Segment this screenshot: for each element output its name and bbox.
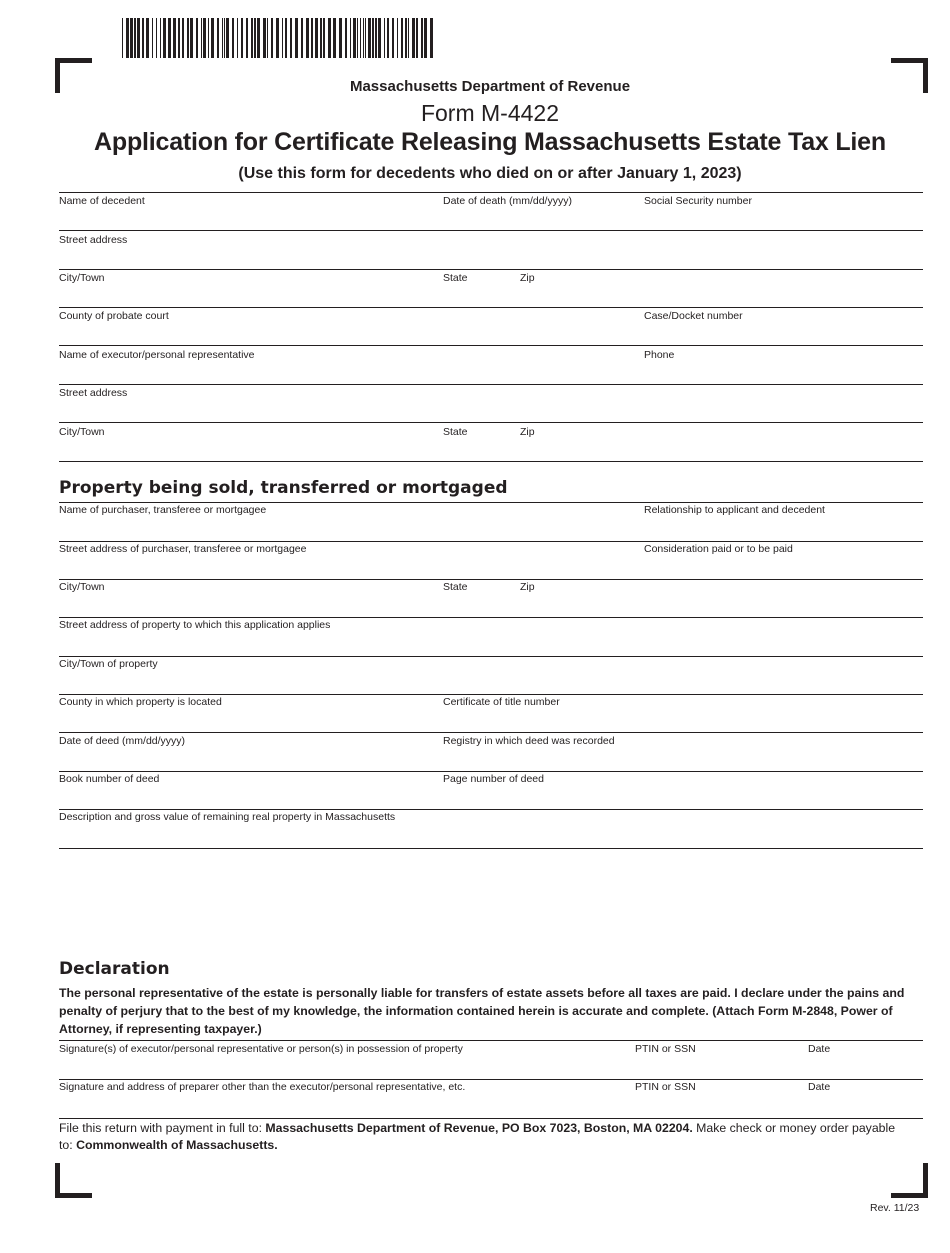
rule <box>59 1118 923 1119</box>
rule <box>59 541 923 542</box>
purchaser-name-field[interactable]: Name of purchaser, transferee or mortgagee <box>59 504 267 516</box>
declaration-text: The personal representative of the estate is personally liable for transfers of estate assets before all taxes are paid. I declare under the pains and penalty of perjury that to the best of my knowledge, the information contained herein is accurate and complete. (Attach Form M-2848, Power of Attorney, if representing taxpayer.) <box>59 986 905 1036</box>
deed-date-field[interactable]: Date of deed (mm/dd/yyyy) <box>59 735 186 747</box>
filing-prefix: File this return with payment in full to: <box>59 1121 266 1135</box>
rule <box>59 809 923 810</box>
preparer-sign-date-field[interactable]: Date <box>808 1081 831 1093</box>
relationship-field[interactable]: Relationship to applicant and decedent <box>644 504 825 516</box>
property-street-field[interactable]: Street address of property to which this application applies <box>59 619 331 631</box>
decedent-city-field[interactable]: City/Town <box>59 272 105 284</box>
executor-street-field[interactable]: Street address <box>59 387 128 399</box>
rule <box>59 771 923 772</box>
property-county-field[interactable]: County in which property is located <box>59 696 222 708</box>
rule <box>59 269 923 270</box>
consideration-field[interactable]: Consideration paid or to be paid <box>644 543 793 555</box>
executor-phone-field[interactable]: Phone <box>644 349 675 361</box>
rule <box>59 461 923 462</box>
probate-county-field[interactable]: County of probate court <box>59 310 169 322</box>
rule <box>59 732 923 733</box>
decedent-name-field[interactable]: Name of decedent <box>59 195 145 207</box>
form-title: Application for Certificate Releasing Massachusetts Estate Tax Lien <box>94 128 886 156</box>
form-subtitle: (Use this form for decedents who died on or after January 1, 2023) <box>238 165 742 182</box>
rule <box>59 848 923 849</box>
rule <box>59 579 923 580</box>
decedent-state-field[interactable]: State <box>443 272 468 284</box>
decedent-zip-field[interactable]: Zip <box>520 272 535 284</box>
rule <box>59 1040 923 1041</box>
declaration-heading: Declaration <box>59 959 170 979</box>
executor-sign-date-field[interactable]: Date <box>808 1043 831 1055</box>
purchaser-street-field[interactable]: Street address of purchaser, transferee or mortgagee <box>59 543 307 555</box>
executor-city-field[interactable]: City/Town <box>59 426 105 438</box>
rule <box>59 617 923 618</box>
rule <box>59 1079 923 1080</box>
rule <box>59 384 923 385</box>
rule <box>59 345 923 346</box>
form-number: Form M-4422 <box>420 100 560 126</box>
rule <box>59 656 923 657</box>
date-of-death-field[interactable]: Date of death (mm/dd/yyyy) <box>443 195 572 207</box>
revision-date: Rev. 11/23 <box>870 1202 920 1214</box>
rule <box>59 422 923 423</box>
preparer-ptin-field[interactable]: PTIN or SSN <box>635 1081 696 1093</box>
filing-address: Massachusetts Department of Revenue, PO Box 7023, Boston, MA 02204. <box>265 1121 693 1135</box>
rule <box>59 230 923 231</box>
corner-mark-bottom-left <box>55 1163 92 1198</box>
rule <box>59 694 923 695</box>
property-section-heading: Property being sold, transferred or mortgaged <box>59 478 508 498</box>
filing-payee: Commonwealth of Massachusetts. <box>76 1138 278 1152</box>
certificate-of-title-field[interactable]: Certificate of title number <box>443 696 560 708</box>
rule <box>59 502 923 503</box>
executor-ptin-field[interactable]: PTIN or SSN <box>635 1043 696 1055</box>
filing-middle: Make check or money order payable to: <box>59 1121 896 1152</box>
purchaser-zip-field[interactable]: Zip <box>520 581 535 593</box>
rule <box>59 192 923 193</box>
ssn-field[interactable]: Social Security number <box>644 195 752 207</box>
deed-page-field[interactable]: Page number of deed <box>443 773 544 785</box>
executor-zip-field[interactable]: Zip <box>520 426 535 438</box>
executor-state-field[interactable]: State <box>443 426 468 438</box>
property-city-field[interactable]: City/Town of property <box>59 658 158 670</box>
filing-instructions <box>59 1120 909 1154</box>
department-name: Massachusetts Department of Revenue <box>349 78 631 95</box>
barcode <box>120 18 438 58</box>
purchaser-city-field[interactable]: City/Town <box>59 581 105 593</box>
decedent-street-field[interactable]: Street address <box>59 234 128 246</box>
corner-mark-bottom-right <box>891 1163 928 1198</box>
purchaser-state-field[interactable]: State <box>443 581 468 593</box>
rule <box>59 307 923 308</box>
executor-name-field[interactable]: Name of executor/personal representative <box>59 349 255 361</box>
registry-field[interactable]: Registry in which deed was recorded <box>443 735 615 747</box>
deed-book-field[interactable]: Book number of deed <box>59 773 160 785</box>
executor-signature-field[interactable]: Signature(s) of executor/personal representative or person(s) in possession of property <box>59 1043 463 1055</box>
case-docket-field[interactable]: Case/Docket number <box>644 310 743 322</box>
remaining-property-description-field[interactable]: Description and gross value of remaining real property in Massachusetts <box>59 811 396 823</box>
preparer-signature-field[interactable]: Signature and address of preparer other than the executor/personal representative, etc. <box>59 1081 466 1093</box>
